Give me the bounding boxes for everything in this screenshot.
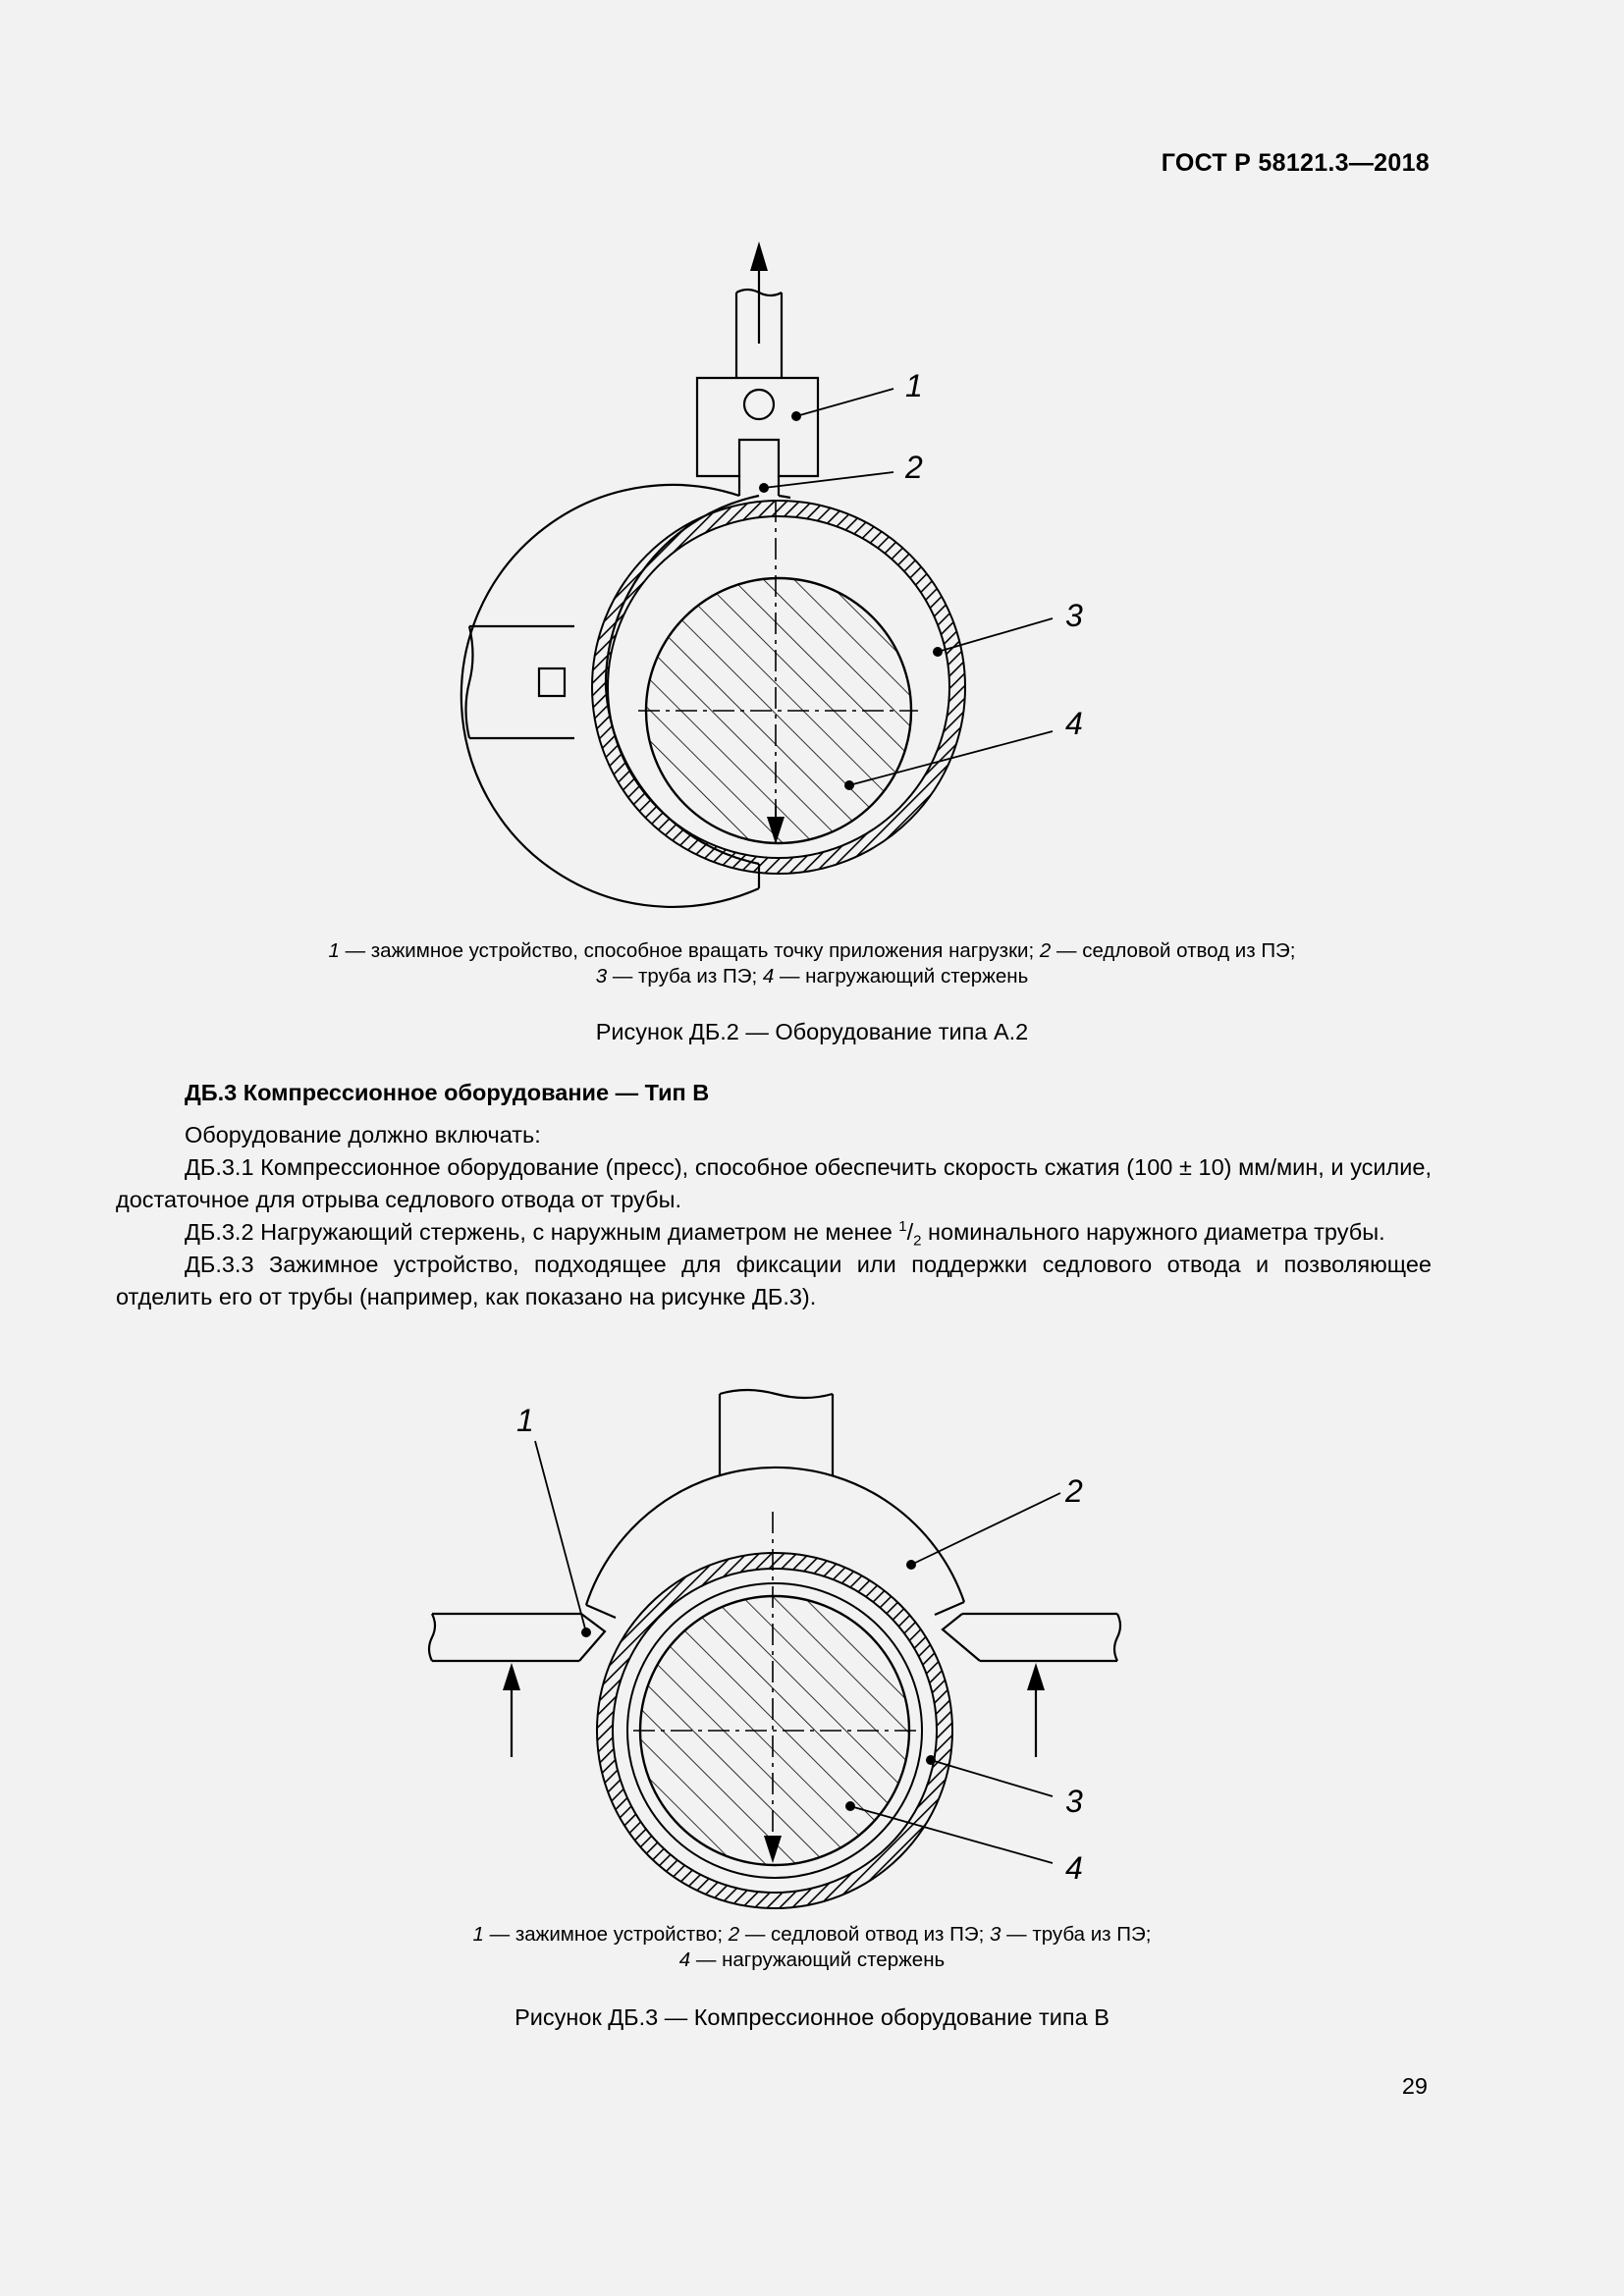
figure-a2-label-1: 1 <box>905 368 923 403</box>
fraction-denominator: 2 <box>913 1232 922 1250</box>
paragraph-db32: ДБ.3.2 Нагружающий стержень, с наружным диаметром не менее $^1/_2$ номинального наружного диаметра трубы. <box>185 1218 1385 1250</box>
figure-b3-legend <box>0 1922 1624 1973</box>
legend-line <box>0 1948 1624 1973</box>
legend-text: — труба из ПЭ; <box>607 965 763 988</box>
legend-line <box>0 1922 1624 1948</box>
figure-b3-label-2: 2 <box>1065 1473 1083 1509</box>
figure-a2-label-4: 4 <box>1065 706 1083 741</box>
legend-line <box>0 938 1624 964</box>
paragraph-intro: Оборудование должно включать: <box>185 1122 541 1148</box>
legend-num: 3 <box>595 965 608 988</box>
figure-a2 <box>0 0 1624 982</box>
figure-b3-label-3: 3 <box>1065 1784 1083 1819</box>
document-code: ГОСТ Р 58121.3—2018 <box>1161 149 1430 177</box>
figure-b3 <box>0 1364 1624 1914</box>
figure-a2-legend <box>0 938 1624 989</box>
section-body <box>116 1119 1432 1313</box>
page-number: 29 <box>1401 2073 1428 2099</box>
legend-line <box>0 964 1624 989</box>
figure-a2-caption: Рисунок ДБ.2 — Оборудование типа А.2 <box>595 1019 1029 1044</box>
figure-b3-caption: Рисунок ДБ.3 — Компрессионное оборудование типа В <box>514 2004 1110 2030</box>
section-title: ДБ.3 Компрессионное оборудование — Тип В <box>185 1080 710 1105</box>
legend-num: 2 <box>728 1923 740 1946</box>
paragraph-text: номинального наружного диаметра трубы. <box>921 1219 1385 1245</box>
legend-num: 2 <box>1039 939 1052 962</box>
figure-b3-label-4: 4 <box>1065 1850 1083 1886</box>
legend-text: — зажимное устройство, способное вращать точку приложения нагрузки; <box>339 939 1040 962</box>
legend-num: 3 <box>990 1923 1001 1946</box>
figure-a2-label-3: 3 <box>1065 598 1083 633</box>
figure-b3-drawing <box>0 1364 1624 1914</box>
legend-num: 1 <box>328 939 340 962</box>
legend-text: — нагружающий стержень <box>690 1949 946 1971</box>
figure-a2-label-2: 2 <box>905 450 923 485</box>
figure-a2-drawing <box>0 0 1624 982</box>
legend-text: — седловой отвод из ПЭ; <box>739 1923 991 1946</box>
legend-num: 4 <box>678 1949 691 1971</box>
legend-text: — зажимное устройство; <box>483 1923 729 1946</box>
legend-text: — нагружающий стержень <box>774 965 1029 988</box>
paragraph-db31: ДБ.3.1 Компрессионное оборудование (пресс), способное обеспечить скорость сжатия (100 ± 10) мм/мин, и усилие, достаточное для отрыва седлового отвода от трубы. <box>116 1154 1432 1212</box>
legend-text: — седловой отвод из ПЭ; <box>1051 939 1296 962</box>
figure-b3-label-1: 1 <box>516 1403 534 1438</box>
paragraph-db33: ДБ.3.3 Зажимное устройство, подходящее для фиксации или поддержки седлового отвода и позволяющее отделить его от трубы (например, как показано на рисунке ДБ.3). <box>116 1252 1432 1309</box>
legend-num: 4 <box>762 965 775 988</box>
fraction-numerator: 1 <box>898 1218 907 1236</box>
paragraph-text: ДБ.3.2 Нагружающий стержень, с наружным диаметром не менее <box>185 1219 899 1245</box>
legend-num: 1 <box>472 1923 484 1946</box>
legend-text: — труба из ПЭ; <box>1001 1923 1152 1946</box>
